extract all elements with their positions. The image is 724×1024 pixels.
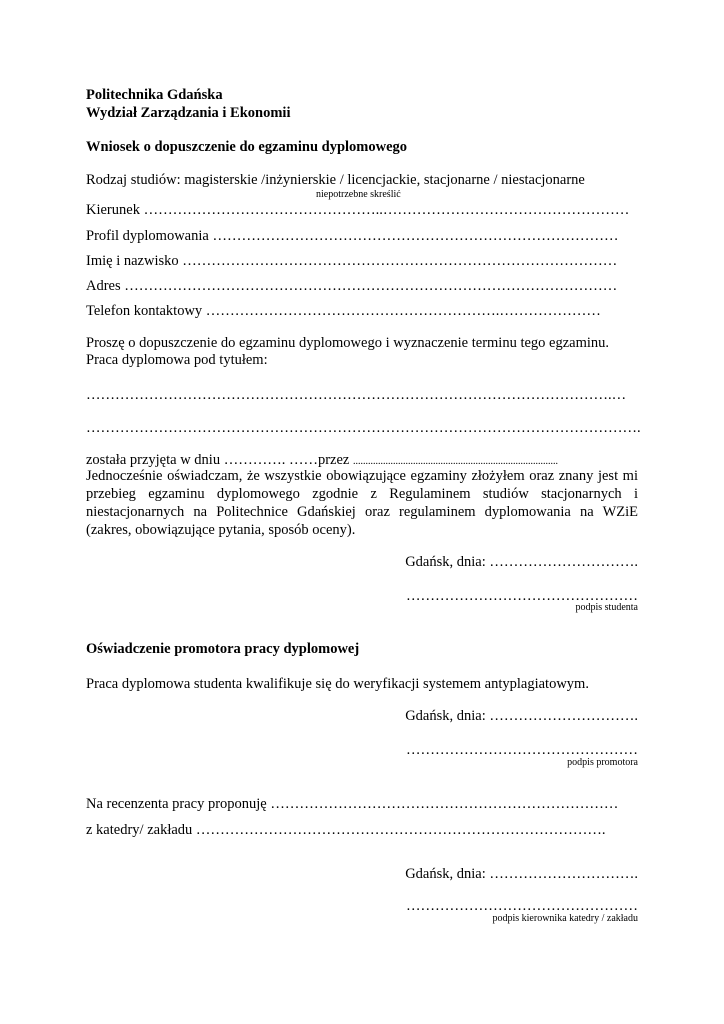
accepted-prefix: została przyjęta w dniu …………. ……przez (86, 452, 353, 468)
supervisor-date-line: Gdańsk, dnia: …………………………. (405, 708, 638, 724)
supervisor-signature-dots: ………………………………………… (406, 742, 638, 758)
head-signature-label: podpis kierownika katedry / zakładu (492, 913, 638, 924)
request-line-1: Proszę o dopuszczenie do egzaminu dyplomowego i wyznaczenie terminu tego egzaminu. (86, 335, 610, 351)
accepted-dots: .................................................................................. (352, 456, 558, 467)
student-signature-label: podpis studenta (575, 602, 638, 613)
declaration-paragraph: Jednocześnie oświadczam, że wszystkie obowiązujące egzaminy złożyłem oraz znany jest mi przebieg egzaminu dyplomowego zgodnie z Regulaminem studiów stacjonarnych i niestacjonarnych na Politechnice Gdańskiej oraz regulaminem dyplomowania na WZiE (zakres, obowiązujące pytania, sposób oceny). (86, 468, 638, 538)
supervisor-title: Oświadczenie promotora pracy dyplomowej (86, 641, 360, 657)
field-kierunek: Kierunek …………………………………………..…………………………………………… (86, 202, 630, 218)
strike-note: niepotrzebne skreślić (316, 189, 401, 200)
field-imie-nazwisko: Imię i nazwisko ……………………………………………………………………………… (86, 253, 618, 269)
field-adres: Adres ………………………………………………………………………………………… (86, 278, 618, 294)
supervisor-statement: Praca dyplomowa studenta kwalifikuje się do weryfikacji systemem antyplagiatowym. (86, 676, 589, 692)
field-profil: Profil dyplomowania ………………………………………………………………………… (86, 228, 619, 244)
faculty-name: Wydział Zarządzania i Ekonomii (86, 105, 291, 121)
request-line-2: Praca dyplomowa pod tytułem: (86, 352, 268, 368)
student-date-line: Gdańsk, dnia: …………………………. (405, 554, 638, 570)
thesis-title-line-2: ……………………………………………………………………………………………………. (86, 420, 641, 436)
reviewer-proposal: Na recenzenta pracy proponuję ……………………………………………………………… (86, 796, 619, 812)
supervisor-signature-label: podpis promotora (567, 757, 638, 768)
field-telefon: Telefon kontaktowy …………………………………………………….………………… (86, 303, 601, 319)
thesis-title-line-1: ……………………………………………………………………………………………….… (86, 387, 627, 403)
university-name: Politechnika Gdańska (86, 87, 223, 103)
student-signature-dots: ………………………………………… (406, 588, 638, 604)
head-signature-dots: ………………………………………… (406, 898, 638, 914)
study-type: Rodzaj studiów: magisterskie /inżynierskie / licencjackie, stacjonarne / niestacjonarne (86, 172, 585, 188)
head-date-line: Gdańsk, dnia: …………………………. (405, 866, 638, 882)
application-title: Wniosek o dopuszczenie do egzaminu dyplomowego (86, 139, 408, 155)
reviewer-department: z katedry/ zakładu …………………………………………………………………………. (86, 822, 606, 838)
